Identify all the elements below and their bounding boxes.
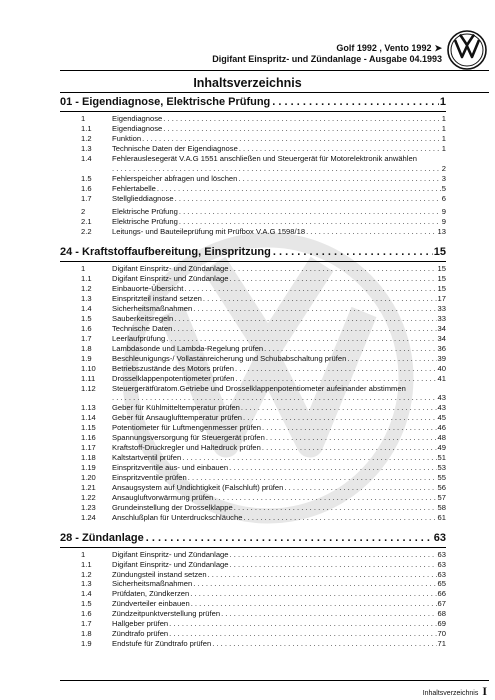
section-heading[interactable]: [60, 246, 446, 260]
entry-text: Kraftstoff-Druckregler und Haltedruck prüfen: [112, 443, 261, 453]
entry-text: Ansaugluftvorwärmung prüfen: [112, 492, 214, 502]
entry-page: 48: [437, 433, 446, 443]
dot-leader: [163, 124, 441, 134]
dot-leader: [188, 473, 437, 483]
toc-entry[interactable]: [60, 184, 446, 194]
entry-page: 13: [437, 227, 446, 237]
entry-text: Sicherheitsmaßnahmen: [112, 304, 193, 313]
footer-page-number: I: [482, 684, 487, 698]
entry-text: Zündverteiler einbauen: [112, 599, 190, 609]
toc-entry[interactable]: [60, 334, 446, 344]
entry-text: Lambdasonde und Lambda-Regelung prüfen: [112, 343, 264, 353]
entry-page: 34: [437, 333, 446, 343]
entry-text: Zündungsteil instand setzen: [112, 569, 207, 579]
entry-number: 1.22: [81, 492, 96, 502]
toc-entry[interactable]: [60, 550, 446, 560]
entry-text: Einspritzventile prüfen: [112, 472, 187, 482]
toc-entry[interactable]: [60, 294, 446, 304]
dot-leader: [169, 619, 436, 629]
entry-text: Fehlertabelle: [112, 183, 156, 193]
toc-entry[interactable]: [60, 453, 446, 463]
entry-text: Endstufe für Zündtrafo prüfen: [112, 639, 212, 649]
toc-entry[interactable]: [60, 483, 446, 493]
dot-leader: [214, 493, 436, 503]
entry-text: Sauberkeitsregeln: [112, 313, 174, 323]
toc-entry[interactable]: [60, 433, 446, 443]
entry-number: 1.8: [81, 343, 92, 353]
entry-page: 53: [437, 463, 446, 472]
entry-page: 9: [441, 207, 446, 217]
entry-text: Digifant Einspritz- und Zündanlage: [112, 264, 229, 274]
entry-text: Leitungs- und Bauteileprüfung mit Prüfbox V.A.G 1598/18: [112, 227, 306, 237]
dot-leader: [221, 609, 436, 619]
toc-entry[interactable]: [60, 174, 446, 184]
dot-leader: [112, 164, 441, 174]
toc-entry[interactable]: [60, 114, 446, 124]
dot-leader: [175, 194, 441, 204]
toc-entry[interactable]: [60, 227, 446, 237]
entry-page: 61: [437, 512, 446, 522]
dot-leader: [238, 174, 440, 184]
entry-text: Ansaugsystem auf Undichtigkeit (Falschluft) prüfen: [112, 482, 284, 492]
dot-leader: [229, 463, 436, 473]
dot-leader: [179, 217, 441, 227]
footer-label: Inhaltsverzeichnis: [422, 690, 479, 697]
dot-leader: [146, 532, 433, 544]
dot-leader: [266, 433, 437, 443]
dot-leader: [241, 403, 437, 413]
section-page: 15: [433, 246, 446, 259]
entry-text: Spannungsversorgung für Steuergerät prüfen: [112, 433, 265, 443]
toc-entry[interactable]: [60, 324, 446, 334]
dot-leader: [157, 184, 441, 194]
toc-entry[interactable]: [60, 513, 446, 523]
entry-number: 1.11: [81, 373, 96, 383]
entry-number: 1.7: [81, 619, 92, 629]
toc-entry[interactable]: [60, 364, 446, 374]
entry-number: 1.14: [81, 413, 96, 423]
entry-text: Digifant Einspritz- und Zündanlage: [112, 559, 229, 569]
entry-text: Technische Daten: [112, 323, 173, 333]
dot-leader: [234, 503, 437, 513]
entry-number: 1.6: [81, 609, 92, 619]
entry-page: 58: [437, 502, 446, 512]
entry-page: 1: [441, 143, 446, 153]
entry-number: 1.4: [81, 589, 92, 599]
toc-entry[interactable]: [60, 599, 446, 609]
entry-text: Prüfdaten, Zündkerzen: [112, 589, 190, 599]
dot-leader: [184, 284, 436, 294]
dot-leader: [169, 629, 436, 639]
entry-number: 1.7: [81, 193, 92, 203]
entry-text: Leerlaufprüfung: [112, 333, 166, 343]
dot-leader: [112, 393, 437, 403]
header-rule: [60, 70, 489, 71]
toc-entry[interactable]: [60, 374, 446, 384]
entry-text: Funktion: [112, 133, 142, 143]
toc-entry[interactable]: [60, 384, 446, 404]
header-arrow-icon: ➤: [434, 43, 442, 53]
entry-number: 1.5: [81, 599, 92, 609]
entry-number: 1.24: [81, 512, 96, 522]
entry-text: Fehlerspeicher abfragen und löschen: [112, 173, 238, 183]
toc-entry[interactable]: [60, 264, 446, 274]
toc-entry[interactable]: [60, 443, 446, 453]
entry-page: 15: [437, 274, 446, 284]
entry-number: 1.23: [81, 502, 96, 512]
entry-number: 1.10: [81, 363, 96, 373]
dot-leader: [163, 114, 441, 124]
dot-leader: [284, 483, 436, 493]
entry-page: 63: [437, 559, 446, 569]
entry-text: Beschleunigungs-/ Vollastanreicherung und Schubabschaltung prüfen: [112, 353, 347, 363]
page-footer: [423, 684, 487, 699]
entry-number: 1.2: [81, 284, 92, 294]
dot-leader: [235, 364, 437, 374]
dot-leader: [306, 227, 436, 237]
entry-number: 1.2: [81, 569, 92, 579]
dot-leader: [235, 374, 436, 384]
entry-number: 1.7: [81, 333, 92, 343]
entry-number: 1: [81, 114, 86, 123]
entry-text: Einspritzteil instand setzen: [112, 294, 202, 304]
section-page: 63: [433, 531, 446, 544]
toc-entry[interactable]: [60, 144, 446, 154]
entry-number: 1.1: [81, 123, 92, 133]
entry-number: 1.6: [81, 323, 92, 333]
entry-number: 1.19: [81, 463, 96, 472]
entry-text: Steuergerätfüratom.Getriebe und Drosselklappenpotentiometer aufeinander abstimmen: [112, 383, 406, 393]
entry-text: Geber für Kühlmitteltemperatur prüfen: [112, 403, 240, 413]
dot-leader: [190, 589, 436, 599]
entry-number: 1.4: [81, 304, 92, 313]
toc-entry[interactable]: [60, 413, 446, 423]
section-title: 28 - Zündanlage: [60, 531, 144, 544]
dot-leader: [262, 423, 437, 433]
entry-number: 1.3: [81, 579, 92, 589]
entry-number: 1.5: [81, 173, 92, 183]
section-heading[interactable]: [60, 96, 446, 110]
toc-entry[interactable]: [60, 589, 446, 599]
entry-text: Elektrische Prüfung: [112, 207, 178, 217]
section-title: 24 - Kraftstoffaufbereitung, Einspritzung: [60, 246, 271, 259]
entry-text: Anschlußplan für Unterdruckschläuche: [112, 512, 243, 522]
entry-text: Grundeinstellung der Drosselklappe: [112, 502, 233, 512]
dot-leader: [230, 264, 437, 274]
entry-page: 17: [437, 294, 446, 304]
entry-number: 1.1: [81, 274, 92, 284]
toc-entry[interactable]: [60, 134, 446, 144]
entry-page: 57: [437, 492, 446, 502]
dot-leader: [179, 207, 441, 217]
entry-page: 34: [437, 323, 446, 333]
entry-number: 2.1: [81, 217, 92, 227]
entry-page: 40: [437, 363, 446, 373]
section-rule: [60, 111, 446, 112]
toc-entry[interactable]: [60, 344, 446, 354]
toc-entry[interactable]: [60, 354, 446, 364]
entry-number: 1.4: [81, 153, 92, 163]
toc-entry[interactable]: [60, 207, 446, 217]
toc-entry[interactable]: [60, 473, 446, 483]
entry-number: 1.2: [81, 133, 92, 143]
entry-page: 5: [441, 183, 446, 193]
entry-number: 1.9: [81, 639, 92, 649]
toc-entry[interactable]: [60, 304, 446, 314]
entry-page: 56: [437, 482, 446, 492]
dot-leader: [212, 639, 436, 649]
entry-number: 1: [81, 549, 86, 559]
toc-entry[interactable]: [60, 274, 446, 284]
dot-leader: [272, 96, 439, 108]
toc-entry[interactable]: [60, 194, 446, 204]
section-title: 01 - Eigendiagnose, Elektrische Prüfung: [60, 96, 271, 108]
entry-page: 51: [437, 453, 446, 463]
entry-number: 1.6: [81, 183, 92, 193]
entry-page: 15: [437, 264, 446, 274]
dot-leader: [347, 354, 436, 364]
dot-leader: [230, 560, 437, 570]
toc-entry[interactable]: [60, 423, 446, 433]
entry-page: 39: [437, 353, 446, 363]
entry-page: 1: [441, 123, 446, 133]
entry-number: 1.15: [81, 423, 96, 433]
dot-leader: [230, 550, 437, 560]
entry-text: Zündzeitpunktverstellung prüfen: [112, 609, 221, 619]
entry-number: 1.20: [81, 472, 96, 482]
entry-page: 70: [437, 629, 446, 639]
dot-leader: [173, 324, 436, 334]
entry-text: Drosselklappenpotentiometer prüfen: [112, 373, 235, 383]
table-of-contents: [60, 92, 446, 654]
entry-text: Zündtrafo prüfen: [112, 629, 169, 639]
entry-text: Einbauorte-Übersicht: [112, 284, 184, 294]
entry-text: Digifant Einspritz- und Zündanlage: [112, 274, 229, 284]
section-rule: [60, 261, 446, 262]
entry-number: 1.5: [81, 313, 92, 323]
entry-page: 33: [437, 313, 446, 323]
toc-entry[interactable]: [60, 493, 446, 503]
entry-page: 33: [437, 304, 446, 313]
entry-page: 68: [437, 609, 446, 619]
entry-number: 1.3: [81, 143, 92, 153]
entry-page: 69: [437, 619, 446, 629]
entry-page: 67: [437, 599, 446, 609]
dot-leader: [273, 246, 433, 258]
entry-number: 1.3: [81, 294, 92, 304]
entry-number: 1.1: [81, 559, 92, 569]
toc-entry[interactable]: [60, 463, 446, 473]
toc-entry[interactable]: [60, 503, 446, 513]
toc-entry[interactable]: [60, 124, 446, 134]
entry-number: 1.21: [81, 482, 96, 492]
toc-entry[interactable]: [60, 217, 446, 227]
entry-text: Technische Daten der Eigendiagnose: [112, 143, 238, 153]
entry-number: 2.2: [81, 227, 92, 237]
entry-text: Sicherheitsmaßnahmen: [112, 579, 193, 589]
dot-leader: [208, 570, 437, 580]
vw-logo: [447, 30, 487, 70]
entry-page: 41: [437, 373, 446, 383]
entry-page: 1: [441, 133, 446, 143]
dot-leader: [262, 443, 437, 453]
dot-leader: [193, 304, 436, 314]
dot-leader: [166, 334, 436, 344]
entry-text: Einspritzventile aus- und einbauen: [112, 463, 229, 472]
dot-leader: [191, 599, 437, 609]
entry-text: Hallgeber prüfen: [112, 619, 169, 629]
dot-leader: [230, 274, 437, 284]
entry-page: 6: [441, 193, 446, 203]
toc-entry[interactable]: [60, 284, 446, 294]
toc-entry[interactable]: [60, 154, 446, 174]
entry-text: Potentiometer für Luftmengenmesser prüfen: [112, 423, 262, 433]
toc-entry[interactable]: [60, 560, 446, 570]
entry-number: 1.12: [81, 383, 96, 393]
dot-leader: [243, 513, 436, 523]
entry-text: Eigendiagnose: [112, 114, 163, 123]
entry-number: 1: [81, 264, 86, 274]
entry-number: 2: [81, 207, 86, 217]
entry-text: Digifant Einspritz- und Zündanlage: [112, 549, 229, 559]
header-models: Golf 1992 , Vento 1992: [336, 43, 432, 53]
entry-page: 63: [437, 549, 446, 559]
page-header: [0, 0, 495, 72]
entry-number: 1.13: [81, 403, 96, 413]
dot-leader: [243, 413, 437, 423]
entry-number: 1.16: [81, 433, 96, 443]
entry-page: 66: [437, 589, 446, 599]
toc-entry[interactable]: [60, 403, 446, 413]
toc-entry[interactable]: [60, 629, 446, 639]
entry-page: 55: [437, 472, 446, 482]
entry-page: 36: [437, 343, 446, 353]
section-page: 1: [439, 96, 446, 108]
dot-leader: [142, 134, 441, 144]
entry-text: Elektrische Prüfung: [112, 217, 178, 227]
entry-page: 45: [437, 413, 446, 423]
entry-page: 49: [437, 443, 446, 453]
entry-page: 63: [437, 569, 446, 579]
entry-page: 65: [437, 579, 446, 589]
entry-text: Kaltstartventil prüfen: [112, 453, 182, 463]
section-rule: [60, 547, 446, 548]
entry-text: Fehlerauslesegerät V.A.G 1551 anschließen und Steuergerät für Motorelektronik anwählen: [112, 153, 417, 163]
entry-text: Eigendiagnose: [112, 123, 163, 133]
dot-leader: [264, 344, 436, 354]
toc-entry[interactable]: [60, 639, 446, 649]
entry-number: 1.9: [81, 353, 92, 363]
toc-entry[interactable]: [60, 579, 446, 589]
toc-entry[interactable]: [60, 609, 446, 619]
toc-entry[interactable]: [60, 570, 446, 580]
entry-page: 2: [441, 163, 446, 173]
toc-entry[interactable]: [60, 619, 446, 629]
header-subtitle: Digifant Einspritz- und Zündanlage - Ausgabe 04.1993: [212, 54, 442, 64]
entry-text: Geber für Ansauglufttemperatur prüfen: [112, 413, 243, 423]
entry-number: 1.18: [81, 453, 96, 463]
dot-leader: [182, 453, 436, 463]
entry-text: Stellglieddiagnose: [112, 193, 174, 203]
dot-leader: [174, 314, 436, 324]
entry-text: Betriebszustände des Motors prüfen: [112, 363, 234, 373]
toc-entry[interactable]: [60, 314, 446, 324]
dot-leader: [193, 579, 436, 589]
page-title: Inhaltsverzeichnis: [193, 76, 302, 90]
entry-page: 15: [437, 284, 446, 294]
entry-page: 3: [441, 173, 446, 183]
entry-page: 43: [437, 393, 446, 403]
entry-number: 1.8: [81, 629, 92, 639]
entry-page: 1: [441, 114, 446, 123]
header-text: [212, 43, 442, 65]
section-heading[interactable]: [60, 532, 446, 546]
entry-page: 71: [437, 639, 446, 649]
dot-leader: [239, 144, 441, 154]
entry-page: 9: [441, 217, 446, 227]
footer-rule: [60, 680, 489, 681]
entry-page: 43: [437, 403, 446, 413]
entry-number: 1.17: [81, 443, 96, 453]
dot-leader: [203, 294, 437, 304]
entry-page: 46: [437, 423, 446, 433]
